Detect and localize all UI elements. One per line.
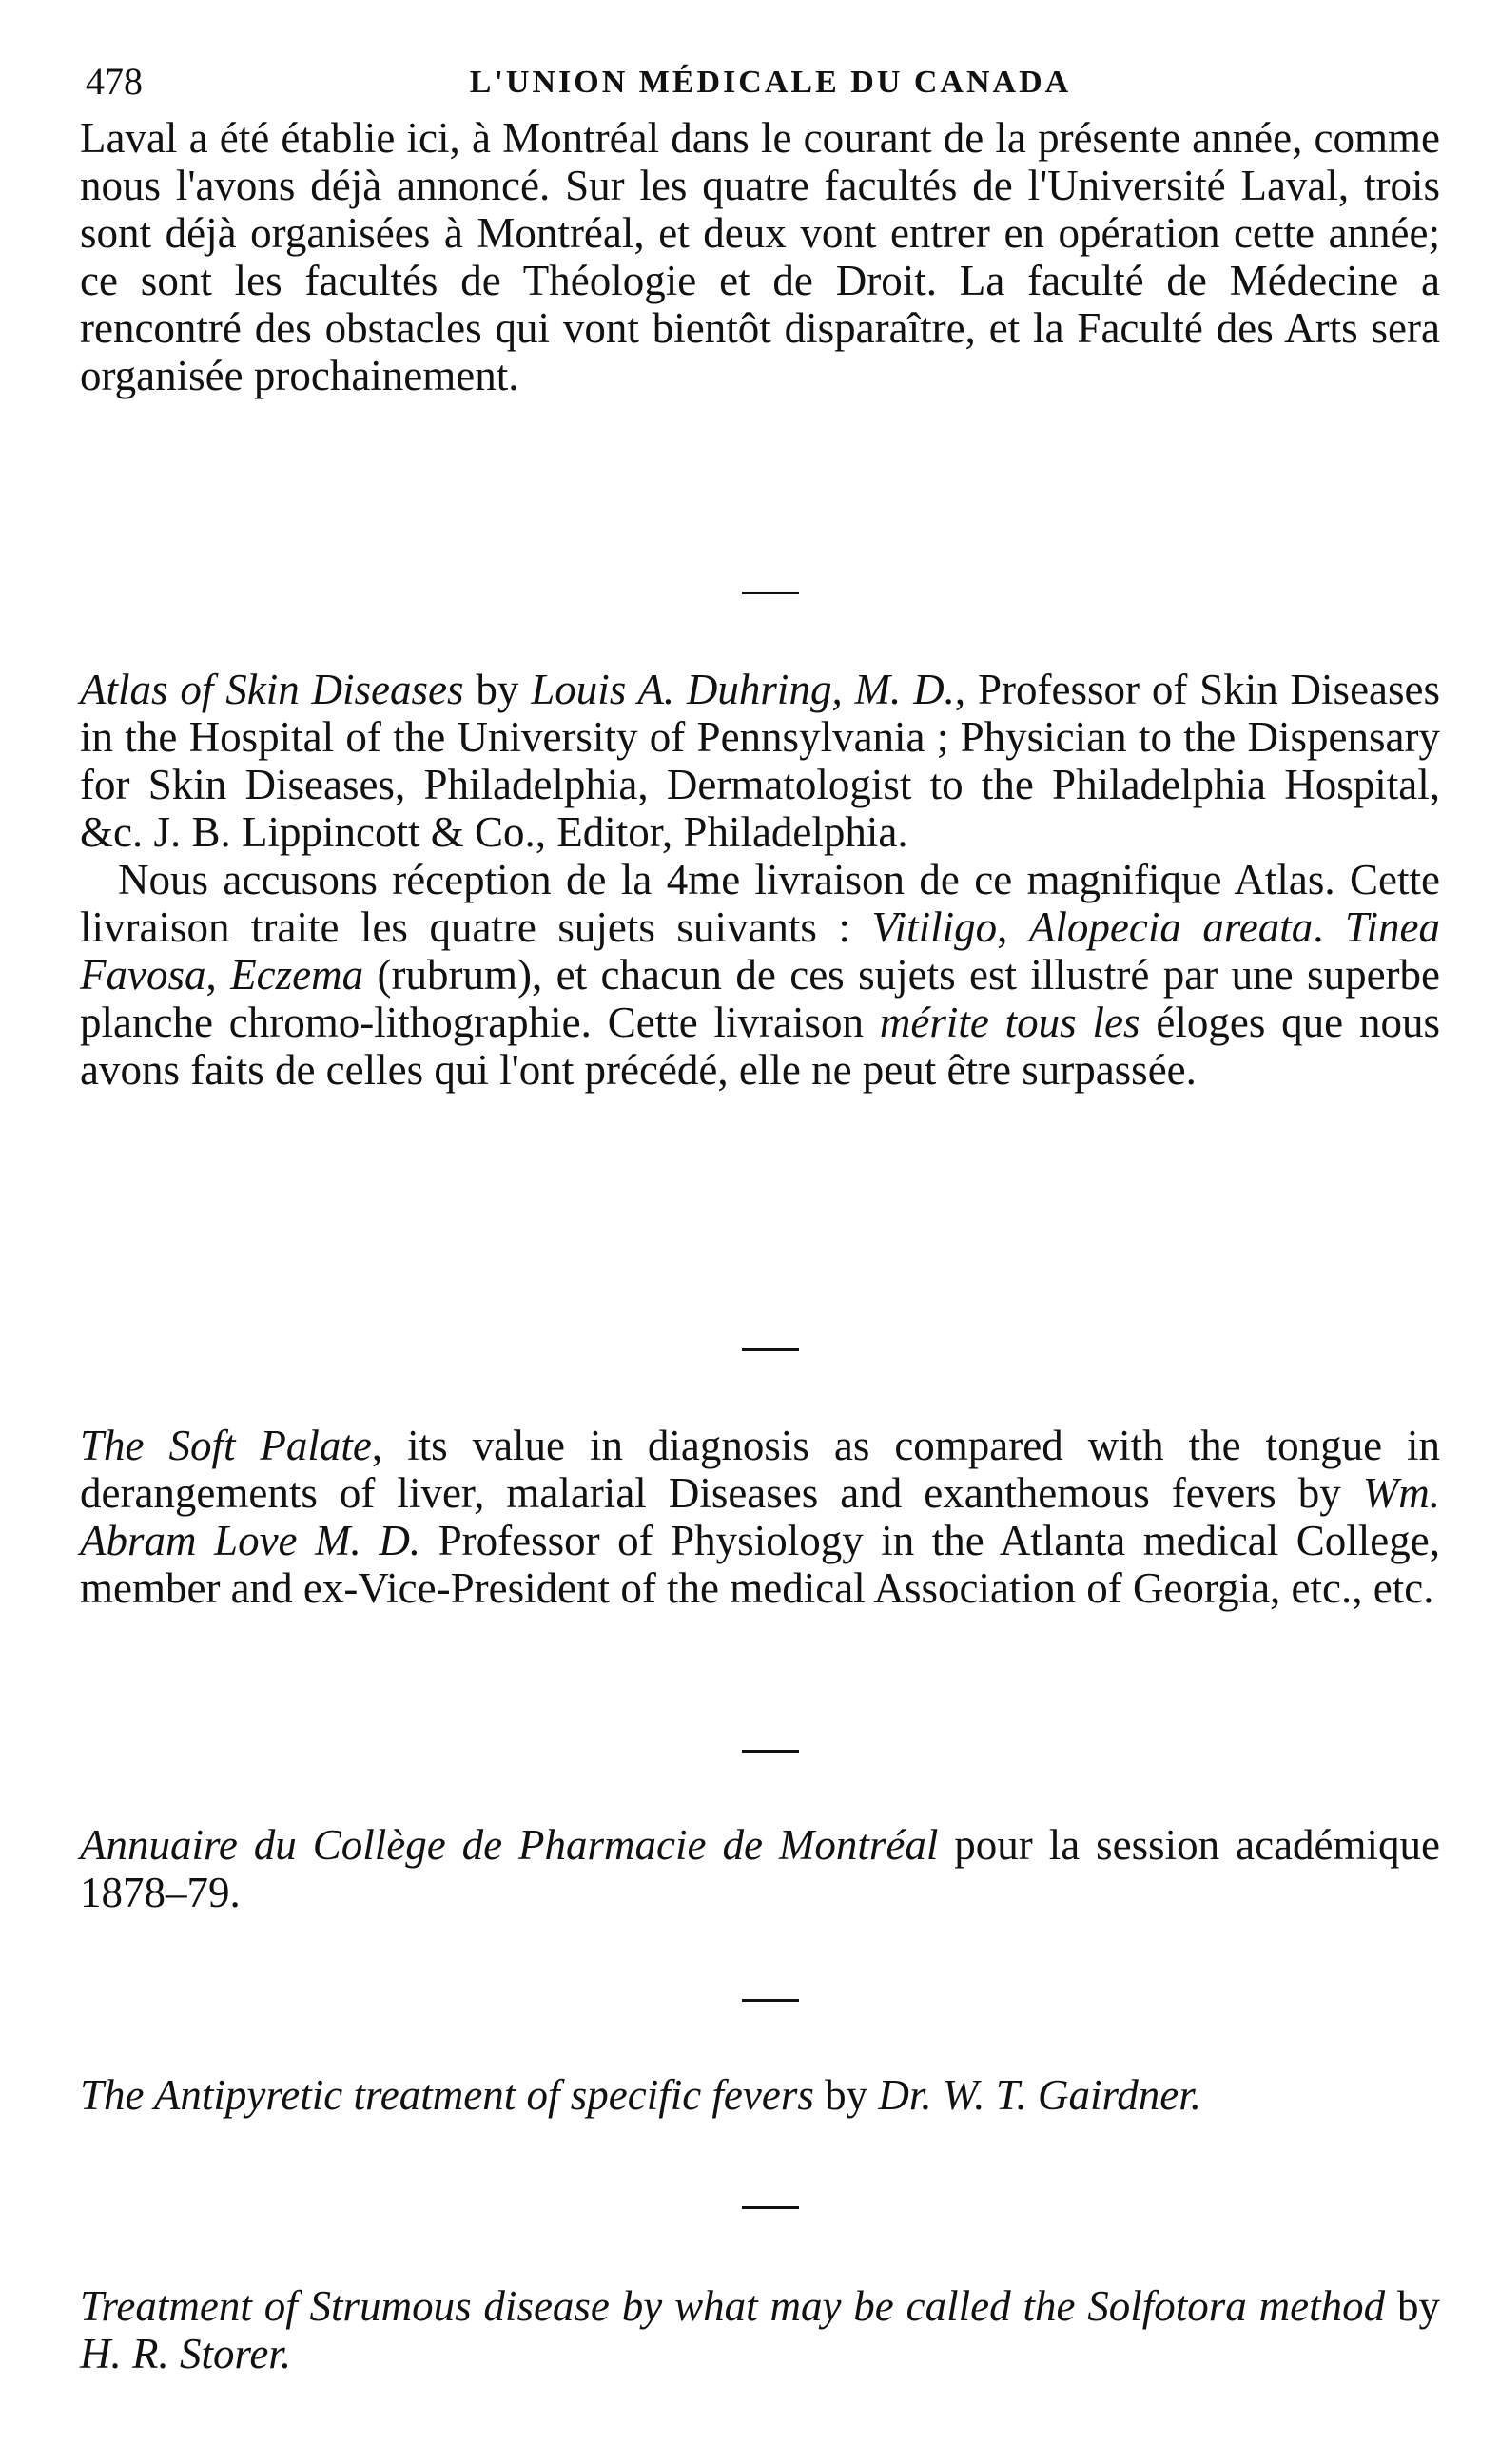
- strumous-by: by: [1385, 2282, 1440, 2330]
- atlas-description: , Professor of Skin Diseases in the Hospital of the University of Pennsylvania ; Physician to the Dispensary for Skin Diseases, Philadelphia, Dermatologist to the Philadelphia Hospital, &c. J. B. Lippincott & Co., Editor, Philadelphia.: [80, 666, 1441, 856]
- atlas-entry: [80, 666, 1440, 1094]
- atlas-by: by: [463, 666, 532, 713]
- atlas-review-part-3: éloges que nous avons faits de celles qui l'ont précédé, elle ne peut être surpassée.: [80, 999, 1440, 1094]
- atlas-subject-4: Eczema: [230, 951, 364, 999]
- annuaire-description: pour la session académique 1878–79.: [80, 1821, 1441, 1916]
- atlas-separator-1: ,: [997, 903, 1029, 951]
- soft-palate-entry: [80, 1422, 1440, 1612]
- intro-paragraph: Laval a été établie ici, à Montréal dans le courant de la présente année, comme nous l'avons déjà annoncé. Sur les quatre facultés de l'Université Laval, trois sont déjà organisées à Montréal, et deux vont entrer en opération cette année; ce sont les facultés de Théologie et de Droit. La faculté de Médecine a rencontré des obstacles qui vont bientôt disparaître, et la Faculté des Arts sera organisée prochainement.: [80, 114, 1440, 399]
- page-header: [86, 59, 1455, 116]
- atlas-review-part-2: (rubrum), et chacun de ces sujets est illustré par une superbe planche chromo-lithographie. Cette livraison: [80, 951, 1441, 1046]
- section-divider: [742, 1348, 799, 1351]
- soft-palate-author: Wm. Abram Love M. D.: [80, 1469, 1440, 1564]
- strumous-title: Treatment of Strumous disease by what may be called the Solfotora method: [80, 2282, 1386, 2330]
- antipyretic-entry: [80, 2071, 1440, 2119]
- atlas-author: Louis A. Duhring, M. D.: [531, 666, 955, 713]
- soft-palate-description-2: Professor of Physiology in the Atlanta medical College, member and ex-Vice-President of the medical Association of Georgia, etc., etc.: [80, 1517, 1440, 1612]
- section-divider: [742, 592, 799, 594]
- soft-palate-title: The Soft Palate: [80, 1422, 372, 1469]
- section-divider: [742, 1750, 799, 1753]
- section-divider: [742, 2206, 799, 2209]
- page-number: 478: [86, 60, 143, 103]
- strumous-author: H. R. Storer.: [80, 2330, 292, 2377]
- atlas-review-part-1: Nous accusons réception de la 4me livraison de ce magnifique Atlas. Cette livraison traite les quatre sujets suivants :: [80, 856, 1440, 951]
- atlas-emphasis: mérite tous les: [879, 999, 1140, 1046]
- annuaire-entry: [80, 1821, 1440, 1916]
- antipyretic-title: The Antipyretic treatment of specific fevers: [80, 2071, 814, 2119]
- atlas-subject-2: Alopecia areata: [1028, 903, 1314, 951]
- atlas-subject-3: Tinea Favosa: [80, 903, 1441, 999]
- annuaire-title: Annuaire du Collège de Pharmacie de Montréal: [80, 1821, 939, 1869]
- antipyretic-author: Dr. W. T. Gairdner.: [878, 2071, 1202, 2119]
- strumous-entry: [80, 2282, 1440, 2377]
- running-title: L'UNION MÉDICALE DU CANADA: [469, 65, 1072, 100]
- antipyretic-by: by: [813, 2071, 879, 2119]
- atlas-separator-3: ,: [205, 951, 231, 999]
- section-divider: [742, 1999, 799, 2002]
- atlas-separator-2: .: [1313, 903, 1345, 951]
- soft-palate-description-1: , its value in diagnosis as compared with the tongue in derangements of liver, malarial Diseases and exanthemous fevers by: [80, 1422, 1440, 1517]
- atlas-subject-1: Vitiligo: [871, 903, 998, 951]
- atlas-title: Atlas of Skin Diseases: [80, 666, 464, 713]
